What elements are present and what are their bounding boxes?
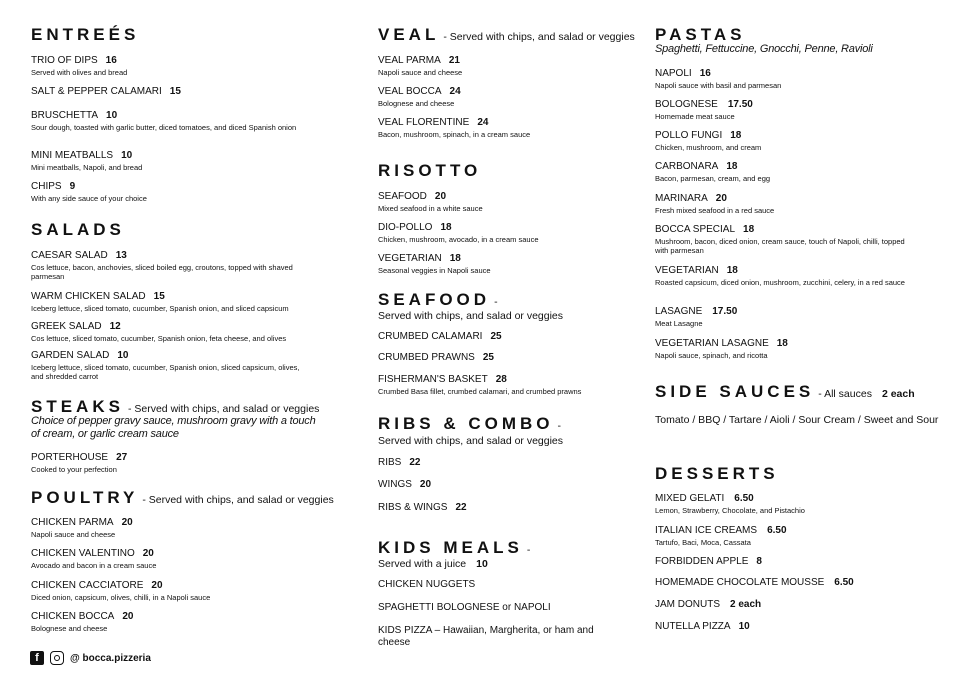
menu-item-line [378,502,678,514]
veal-title: VEAL [378,25,440,44]
menu-item [655,556,955,568]
instagram-icon [50,651,64,665]
poultry-title: POULTRY [31,488,139,507]
menu-item-price: 16 [699,68,711,79]
menu-item-line [655,621,955,633]
menu-item-desc: Fresh mixed seafood in a red sauce [655,206,775,215]
menu-item-name: LASAGNE [655,306,703,317]
menu-item-price: 2 each [730,599,762,610]
menu-item-line [655,224,955,236]
kids-subline-text: Served with a juice [378,558,467,570]
menu-item-price: 10 [106,110,118,121]
menu-item-line [655,161,955,173]
entrees-heading [31,25,139,45]
menu-item-desc: Bolognese and cheese [31,624,108,633]
menu-item [378,86,678,108]
menu-item-line [655,99,955,111]
menu-item [655,621,955,633]
menu-item-price: 20 [151,580,163,591]
menu-item-price: 25 [482,352,494,363]
menu-item [378,579,678,591]
menu-item [655,306,955,328]
menu-item-price: 18 [726,265,738,276]
sauces-title: SIDE SAUCES [655,382,815,401]
menu-item-desc: Bolognese and cheese [378,99,455,108]
menu-item-line [31,250,331,262]
menu-item [655,265,955,287]
menu-item [378,374,678,396]
menu-item-line [655,265,955,277]
menu-item-desc: Napoli sauce and cheese [378,68,463,77]
menu-item-line [378,222,678,234]
menu-item-price: 12 [109,321,121,332]
menu-item-name: WINGS [378,479,412,490]
menu-item [378,502,678,514]
sauces-price: 2 each [881,388,915,400]
menu-item-price: 16 [105,55,117,66]
menu-item [31,517,331,539]
menu-item-price: 9 [69,181,76,192]
menu-item-desc: Chicken, mushroom, and cream [655,143,762,152]
menu-item-line [378,479,678,491]
menu-item [378,352,678,364]
menu-item-line [31,86,331,98]
menu-item [655,599,955,611]
menu-item-name: VEGETARIAN LASAGNE [655,338,769,349]
poultry-subtitle: - Served with chips, and salad or veggies [142,494,334,506]
menu-item-name: NAPOLI [655,68,692,79]
pastas-note: Spaghetti, Fettuccine, Gnocchi, Penne, Ravioli [655,43,873,55]
menu-item [655,577,955,589]
kids-subtitle: - [526,544,531,556]
menu-item-desc: Served with olives and bread [31,68,128,77]
menu-item [655,493,955,515]
menu-item-price: 28 [495,374,507,385]
menu-item-name: JAM DONUTS [655,599,720,610]
menu-item-price: 24 [477,117,489,128]
menu-item-price: 10 [117,350,129,361]
menu-item [655,338,955,360]
ribs-title: RIBS & COMBO [378,414,554,433]
veal-subtitle: - Served with chips, and salad or veggies [443,31,635,43]
menu-item-price: 6.50 [834,577,854,588]
menu-item [655,68,955,90]
menu-item [31,181,331,203]
salads-heading [31,220,125,240]
menu-item-line [655,493,955,505]
menu-item-price: 10 [121,150,133,161]
menu-item-line [378,374,678,386]
menu-item-line [378,602,678,614]
ribs-subline-text: Served with chips, and salad or veggies [378,435,564,447]
menu-item-price: 15 [169,86,181,97]
menu-item [31,150,331,172]
menu-item [31,110,331,132]
menu-item [31,548,331,570]
menu-item-desc: Meat Lasagne [655,319,703,328]
menu-item [655,99,955,121]
menu-item-price: 18 [776,338,788,349]
pastas-heading [655,25,745,45]
menu-item-name: GREEK SALAD [31,321,102,332]
menu-item-name: BOLOGNESE [655,99,718,110]
menu-item-name: MIXED GELATI [655,493,725,504]
menu-item-line [31,321,331,333]
menu-item-desc: Mixed seafood in a white sauce [378,204,483,213]
seafood-heading [378,290,498,310]
menu-item-desc: Mini meatballs, Napoli, and bread [31,163,143,172]
menu-item-desc: Napoli sauce with basil and parmesan [655,81,782,90]
menu-item-line [31,55,331,67]
steaks-title: STEAKS [31,397,124,416]
menu-item-desc: Napoli sauce, spinach, and ricotta [655,351,768,360]
menu-item [31,86,331,98]
menu-item [31,55,331,77]
menu-item-line [378,86,678,98]
menu-item-desc: Cos lettuce, bacon, anchovies, sliced boiled egg, croutons, topped with shaved parmesan [31,263,293,281]
menu-item-line [31,548,331,560]
menu-item-name: FISHERMAN'S BASKET [378,374,488,385]
seafood-subline-text: Served with chips, and salad or veggies [378,310,564,322]
menu-item-name: MINI MEATBALLS [31,150,114,161]
menu-item-desc: Avocado and bacon in a cream sauce [31,561,157,570]
menu-item-desc: Chicken, mushroom, avocado, in a cream sauce [378,235,539,244]
salads-title: SALADS [31,220,125,239]
sauces-subtitle: - All sauces [818,388,872,400]
menu-item-name: SEAFOOD [378,191,427,202]
menu-item-line [378,625,598,649]
menu-item [31,580,331,602]
menu-item [655,130,955,152]
menu-item-name: RIBS & WINGS [378,502,448,513]
menu-item [378,479,678,491]
menu-item-name: VEAL FLORENTINE [378,117,470,128]
menu-item-price: 18 [449,253,461,264]
menu-item-name: CHICKEN PARMA [31,517,114,528]
menu-item-line [31,517,331,529]
kids-heading [378,538,530,558]
menu-item-price: 8 [756,556,762,567]
menu-item-desc: Roasted capsicum, diced onion, mushroom, zucchini, celery, in a red sauce [655,278,905,287]
menu-item-line [31,350,331,362]
menu-item-price: 18 [730,130,742,141]
menu-item-name: SALT & PEPPER CALAMARI [31,86,162,97]
menu-item [378,253,678,275]
menu-item [378,625,598,649]
menu-item-price: 20 [434,191,447,202]
ribs-subline [378,435,563,447]
menu-item-name: PORTERHOUSE [31,452,109,463]
desserts-title: DESSERTS [655,464,779,483]
seafood-title: SEAFOOD [378,290,491,309]
veal-heading [378,25,635,45]
menu-item [31,250,331,281]
menu-item-line [655,556,955,568]
menu-item-line [378,331,678,343]
menu-item-line [655,68,955,80]
menu-item-price: 22 [455,502,467,513]
menu-item-name: VEGETARIAN [378,253,442,264]
menu-item-price: 18 [743,224,755,235]
menu-item-name: TRIO OF DIPS [31,55,98,66]
menu-item-line [31,181,331,193]
menu-item [31,611,331,633]
menu-item [655,525,955,547]
menu-item-price: 17.50 [727,99,753,110]
menu-item [378,602,678,614]
menu-item-price: 20 [122,611,134,622]
menu-item [378,191,678,213]
menu-item-price: 10 [738,621,750,632]
menu-item [655,193,955,215]
risotto-title: RISOTTO [378,161,482,180]
ribs-subtitle: - [557,420,561,432]
steaks-note: Choice of pepper gravy sauce, mushroom gravy with a touch of cream, or garlic cream sauce [31,415,316,440]
entrees-title: ENTREÉS [31,25,140,44]
menu-item-desc: Homemade meat sauce [655,112,735,121]
menu-item-price: 20 [142,548,154,559]
menu-item-name: FORBIDDEN APPLE [655,556,749,567]
menu-item-line [378,457,678,469]
menu-item-price: 18 [440,222,452,233]
menu-item-name: VEGETARIAN [655,265,719,276]
social-links [30,651,151,665]
menu-item-desc: Sour dough, toasted with garlic butter, diced tomatoes, and diced Spanish onion [31,123,297,132]
menu-item-name: CRUMBED CALAMARI [378,331,483,342]
menu-item-name: VEAL BOCCA [378,86,442,97]
menu-item-desc: Cos lettuce, sliced tomato, cucumber, Spanish onion, feta cheese, and olives [31,334,287,343]
menu-item-line [378,579,678,591]
menu-item-name: CHICKEN NUGGETS [378,579,476,590]
sauces-heading [655,382,915,402]
menu-item-line [31,291,331,303]
seafood-subline [378,310,563,322]
menu-item-line [655,577,955,589]
menu-item-desc: Iceberg lettuce, sliced tomato, cucumber, Spanish onion, sliced capsicum, olives, and shredded carrot [31,363,300,381]
menu-item-line [378,117,678,129]
menu-item-name: CRUMBED PRAWNS [378,352,475,363]
menu-item [378,55,678,77]
menu-item-name: DIO-POLLO [378,222,433,233]
menu-item-price: 6.50 [734,493,754,504]
menu-item-line [655,130,955,142]
menu-item [655,161,955,183]
menu-item [31,350,331,381]
menu-item-price: 20 [121,517,133,528]
menu-item-line [378,352,678,364]
menu-item-desc: With any side sauce of your choice [31,194,147,203]
menu-item [378,457,678,469]
facebook-icon: f [30,651,44,665]
kids-title: KIDS MEALS [378,538,523,557]
ribs-heading [378,414,561,434]
menu-item-desc: Diced onion, capsicum, olives, chilli, in a Napoli sauce [31,593,211,602]
menu-item-name: CARBONARA [655,161,719,172]
menu-item-price: 20 [715,193,727,204]
kids-subline-price: 10 [476,558,488,570]
menu-item-name: KIDS PIZZA – Hawaiian, Margherita, or ham and cheese [378,625,594,648]
menu-item-desc: Bacon, mushroom, spinach, in a cream sauce [378,130,531,139]
menu-item [31,291,331,313]
menu-item [378,222,678,244]
menu-item-line [31,452,331,464]
seafood-subtitle: - [494,296,498,308]
menu-item-name: CHICKEN CACCIATORE [31,580,144,591]
poultry-heading [31,488,334,508]
menu-item-price: 6.50 [767,525,787,536]
menu-item-price: 27 [116,452,128,463]
menu-item-name: BRUSCHETTA [31,110,99,121]
menu-item-name: CAESAR SALAD [31,250,108,261]
menu-item-price: 24 [449,86,461,97]
menu-item-name: BOCCA SPECIAL [655,224,736,235]
desserts-heading [655,464,779,484]
menu-item-price: 13 [115,250,127,261]
menu-item-name: RIBS [378,457,402,468]
menu-item-line [31,150,331,162]
menu-item-desc: Mushroom, bacon, diced onion, cream sauce, touch of Napoli, chilli, topped with parmesan [655,237,905,255]
menu-item-price: 22 [409,457,421,468]
menu-item-name: SPAGHETTI BOLOGNESE or NAPOLI [378,602,551,613]
menu-item-desc: Bacon, parmesan, cream, and egg [655,174,771,183]
menu-item-name: VEAL PARMA [378,55,441,66]
menu-item-price: 20 [419,479,432,490]
menu-item-desc: Lemon, Strawberry, Chocolate, and Pistachio [655,506,805,515]
social-handle: @ bocca.pizzeria [70,652,151,664]
menu-item-name: CHICKEN BOCCA [31,611,115,622]
menu-item-name: POLLO FUNGI [655,130,723,141]
kids-subline [378,558,488,570]
menu-item-price: 18 [726,161,738,172]
menu-item-desc: Iceberg lettuce, sliced tomato, cucumber, Spanish onion, and sliced capsicum [31,304,289,313]
menu-item-price: 25 [490,331,502,342]
menu-item-desc: Seasonal veggies in Napoli sauce [378,266,491,275]
menu-item [378,117,678,139]
menu-item-line [378,55,678,67]
menu-item-line [655,306,955,318]
menu-item-line [655,193,955,205]
menu-item-name: CHIPS [31,181,62,192]
menu-item-desc: Crumbed Basa fillet, crumbed calamari, and crumbed prawns [378,387,582,396]
menu-item [655,224,955,255]
menu-item-line [378,191,678,203]
sauces-list: Tomato / BBQ / Tartare / Aioli / Sour Cream / Sweet and Sour [655,414,939,426]
menu-item [31,321,331,343]
menu-item-line [655,338,955,350]
pastas-title: PASTAS [655,25,746,44]
steaks-heading [31,397,319,417]
menu-item-price: 21 [448,55,460,66]
menu-item-line [31,580,331,592]
menu-item-name: WARM CHICKEN SALAD [31,291,146,302]
menu-item-name: GARDEN SALAD [31,350,110,361]
menu-item-desc: Tartufo, Baci, Moca, Cassata [655,538,751,547]
menu-item-name: MARINARA [655,193,708,204]
menu-item-name: HOMEMADE CHOCOLATE MOUSSE [655,577,825,588]
menu-item-name: CHICKEN VALENTINO [31,548,135,559]
risotto-heading [378,161,481,181]
menu-item-price: 17.50 [712,306,738,317]
menu-item-line [655,525,955,537]
menu-item [31,452,331,474]
menu-item [378,331,678,343]
menu-item-line [655,599,955,611]
menu-item-line [31,611,331,623]
menu-item-price: 15 [153,291,165,302]
menu-item-name: NUTELLA PIZZA [655,621,731,632]
menu-item-line [378,253,678,265]
menu-item-desc: Napoli sauce and cheese [31,530,116,539]
menu-item-name: ITALIAN ICE CREAMS [655,525,758,536]
menu-item-desc: Cooked to your perfection [31,465,117,474]
steaks-subtitle: - Served with chips, and salad or veggies [127,403,320,415]
menu-item-line [31,110,331,122]
